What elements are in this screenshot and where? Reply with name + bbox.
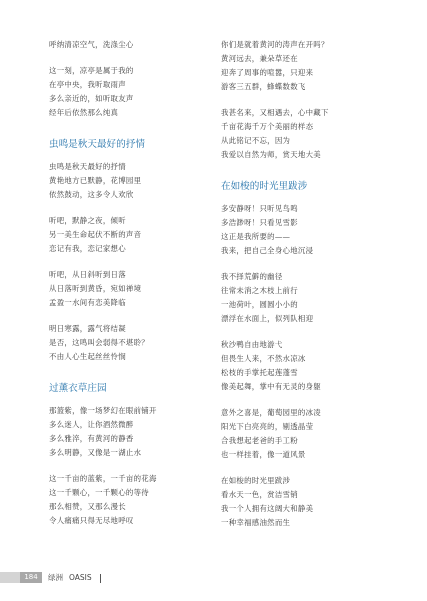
stanza: [49, 160, 219, 202]
poem-line: 合我想起老爸的手工粉: [221, 436, 298, 445]
stanza: [221, 38, 391, 94]
poem-line: 在如梭的时光里跋涉: [221, 476, 291, 485]
poem-line: 意外之喜是，葡萄园里的冰凌: [221, 408, 321, 417]
poem-line: 我不择荒僻的幽径: [221, 272, 283, 281]
poem-line: 我来，把自己全身心地沉浸: [221, 246, 314, 255]
stanza: [221, 202, 391, 258]
poem-line: 松枝的手掌托起莲蓬雪: [221, 368, 298, 377]
poem-line: 令人痛痛只得无尽地呼叹: [49, 516, 134, 525]
poem-title: 过薰衣草庄园: [49, 383, 107, 394]
poem-line: 听吧，从日斜听到日落: [49, 270, 126, 279]
poem-line: 往常未消之木枝上前行: [221, 286, 298, 295]
poem-line: 从此铭记不忘，因为: [221, 136, 291, 145]
poem-line: 我爱以自然为师，赏天地大美: [221, 150, 321, 159]
poem-line: 明日寒露，露气将结凝: [49, 324, 126, 333]
left-column: [49, 38, 219, 528]
poem-line: 一池荷叶，圆圆小小的: [221, 300, 298, 309]
poem-line: 像美起舞，掌中有无灵的身躯: [221, 382, 321, 391]
poem-line: 在亭中央，我听取雨声: [49, 80, 126, 89]
poem-line: 阳光下白亮亮的，剔透晶莹: [221, 422, 314, 431]
poem-title: 虫鸣是秋天最好的抒情: [49, 139, 145, 150]
poem-line: 你们是就着黄河的涛声在开吗？: [221, 40, 329, 49]
poem-line: 我甚名来，又相遇去，心中藏下: [221, 108, 329, 117]
poem-line: 不由人心生起丝丝怜悯: [49, 352, 126, 361]
stanza: [49, 404, 219, 460]
poem-line: 虫鸣是秋天最好的抒情: [49, 162, 126, 171]
poem-line: 黄河远去，兼朵草还在: [221, 54, 298, 63]
stanza: [49, 64, 219, 120]
stanza: [221, 474, 391, 530]
poem-title: 在如梭的时光里跋涉: [221, 181, 308, 192]
poem-line: 那么相赞，又那么漫长: [49, 502, 126, 511]
poem-line: 听吧，默静之夜，倾听: [49, 216, 126, 225]
poem-line: 那篮紫，像一场梦幻在眼前铺开: [49, 406, 157, 415]
journal-name: [48, 572, 107, 583]
stanza: [49, 38, 219, 52]
stanza: [49, 214, 219, 256]
poem-line: 恋记有我，恋记家想心: [49, 244, 126, 253]
right-column: [221, 38, 391, 530]
poem-line: 多么亲近的，如听取友声: [49, 94, 134, 103]
poem-line: 多么迷人，让你酒然微醉: [49, 420, 134, 429]
poem-line: 多么明静，又像是一湖止水: [49, 448, 142, 457]
poem-line: 孟盈一水间有恋美降临: [49, 298, 126, 307]
poem-line: 黄艳地方已默静，花博园里: [49, 176, 142, 185]
page-footer: [0, 572, 427, 583]
stanza: [221, 106, 391, 162]
stanza: [221, 406, 391, 462]
poem-line: 依然鼓动，这多令人欢欣: [49, 190, 134, 199]
poem-line: 多安静呀！只听见鸟鸣: [221, 204, 298, 213]
poem-line: 从日落听到黄昏，宛如禅境: [49, 284, 142, 293]
stanza: [221, 270, 391, 326]
stanza: [49, 268, 219, 310]
poem-line: 这正是我所要的——: [221, 232, 291, 241]
poem-line: 多浩渺呀！只看见雪影: [221, 218, 298, 227]
poem-line: 漂浮在水面上，似列队相迎: [221, 314, 314, 323]
poem-line: 这一千颗心，一千颗心的等待: [49, 488, 149, 497]
poem-line: 迎奔了周事的喧嚣，只迎来: [221, 68, 314, 77]
poem-line: 呼纳清凉空气，洗涤尘心: [49, 40, 134, 49]
stanza: [49, 472, 219, 528]
stanza: [221, 338, 391, 394]
page-number: 184: [20, 572, 42, 583]
poem-line: 秋沙鸭自由地游弋: [221, 340, 283, 349]
footer-bar: [0, 572, 20, 583]
poem-line: 看水天一色，赏洁雪销: [221, 490, 298, 499]
poem-line: 千亩花海千万个美丽的样态: [221, 122, 314, 131]
poem-line: 经年后依然那么纯真: [49, 108, 119, 117]
footer-separator: [100, 574, 101, 583]
poem-line: 我一个人拥有这阔大和静美: [221, 504, 314, 513]
poem-line: 多么雅淬，有黄河的静香: [49, 434, 134, 443]
poem-line: 这一刻，凉亭是属于我的: [49, 66, 134, 75]
journal-name-cn: 绿洲: [48, 573, 63, 582]
stanza: [49, 322, 219, 364]
poem-line: 游客三五群，蜂蝶数数飞: [221, 82, 306, 91]
poem-line: 一种幸福感油然而生: [221, 518, 291, 527]
poem-line: 另一美生命起伏不断的声音: [49, 230, 142, 239]
poem-line: 这一千亩的蓝紫，一千亩的花海: [49, 474, 157, 483]
poem-line: 是否，这鸣叫会弱得不堪聆？: [49, 338, 149, 347]
poem-line: 但畏生人来，不然水凉冰: [221, 354, 306, 363]
poem-line: 也一样挂着，像一道风景: [221, 450, 306, 459]
journal-name-en: OASIS: [69, 573, 92, 582]
